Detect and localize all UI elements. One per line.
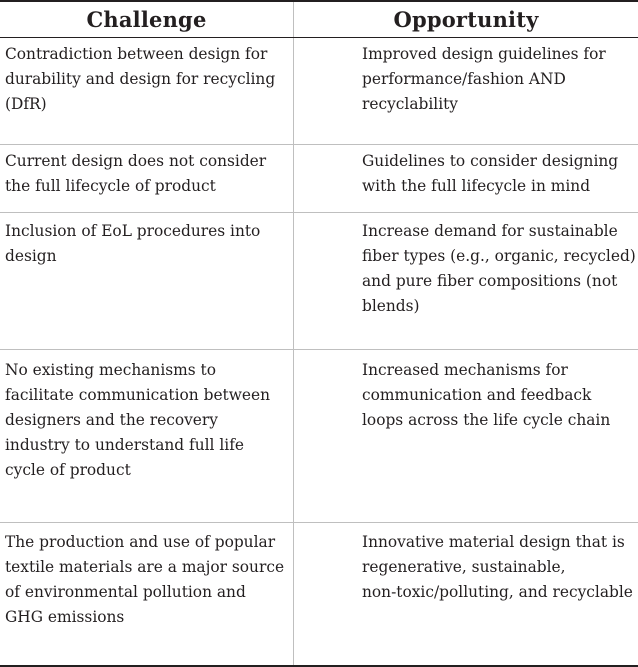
row-5-challenge-line: The production and use of popular [5,533,276,551]
row-4-opportunity-line: loops across the life cycle chain [362,411,611,429]
row-4-challenge-line: designers and the recovery [5,411,218,429]
row-rule [0,349,638,350]
row-1-challenge-line: (DfR) [5,95,47,113]
row-3-challenge-line: design [5,247,57,265]
row-1-challenge-line: Contradiction between design for [5,45,268,63]
row-1-opportunity-line: Improved design guidelines for [362,45,606,63]
row-3-challenge-line: Inclusion of EoL procedures into [5,222,261,240]
row-5-opportunity-line: Innovative material design that is [362,533,625,551]
header-rule [0,37,638,38]
row-4-challenge-line: cycle of product [5,461,131,479]
row-1-opportunity [362,42,606,117]
row-3-opportunity-line: Increase demand for sustainable [362,222,618,240]
row-1-opportunity-line: recyclability [362,95,458,113]
row-5-challenge-line: textile materials are a major source [5,558,285,576]
row-2-opportunity-line: Guidelines to consider designing [362,152,619,170]
row-rule [0,144,638,145]
row-3-opportunity-line: and pure fiber compositions (not [362,272,618,290]
row-1-challenge [5,42,275,117]
row-3-opportunity [362,219,636,319]
row-5-opportunity-line: non-toxic/polluting, and recyclable [362,583,633,601]
row-4-opportunity-line: Increased mechanisms for [362,361,568,379]
row-5-challenge [5,530,284,630]
header-opportunity: Opportunity [393,7,539,32]
row-2-opportunity [362,149,618,199]
header-challenge: Challenge [86,7,207,32]
table-top-rule [0,0,638,2]
row-2-challenge-line: the full lifecycle of product [5,177,216,195]
row-2-challenge-line: Current design does not consider [5,152,267,170]
row-2-challenge [5,149,266,199]
row-1-challenge-line: durability and design for recycling [5,70,276,88]
row-rule [0,212,638,213]
row-4-challenge-line: facilitate communication between [5,386,271,404]
row-1-opportunity-line: performance/fashion AND [362,70,566,88]
row-4-opportunity-line: communication and feedback [362,386,592,404]
row-2-opportunity-line: with the full lifecycle in mind [362,177,591,195]
row-4-challenge [5,358,270,483]
row-4-challenge-line: industry to understand full life [5,436,245,454]
row-rule [0,522,638,523]
row-3-challenge [5,219,260,269]
row-4-challenge-line: No existing mechanisms to [5,361,216,379]
row-5-challenge-line: of environmental pollution and [5,583,246,601]
row-5-challenge-line: GHG emissions [5,608,125,626]
column-divider [293,2,294,665]
row-5-opportunity-line: regenerative, sustainable, [362,558,566,576]
row-5-opportunity [362,530,633,605]
row-3-opportunity-line: fiber types (e.g., organic, recycled) [362,247,636,265]
row-4-opportunity [362,358,610,433]
row-3-opportunity-line: blends) [362,297,420,315]
